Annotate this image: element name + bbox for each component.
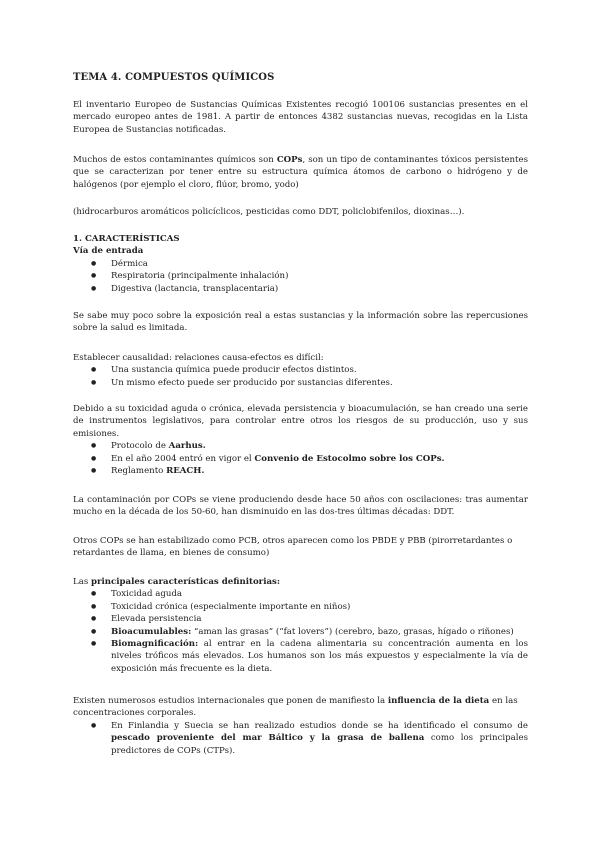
item-text: En el año 2004 entró en vigor el xyxy=(111,453,255,464)
causality-list xyxy=(73,364,528,389)
item-text: “aman las grasas” (“fat lovers”) (cerebro, bazo, grasas, hígado o riñones) xyxy=(191,626,514,637)
principal-intro-pre: Las xyxy=(73,577,91,587)
item-text: En Finlandia y Suecia se han realizado estudios donde se ha identificado el consumo de xyxy=(111,720,528,731)
list-item xyxy=(73,720,528,757)
others-paragraph: Otros COPs se han estabilizado como PCB, otros aparecen como los PBDE y PBB (pirorretardantes o retardantes de llama, en bienes de consumo) xyxy=(73,536,513,559)
entry-route-list xyxy=(73,258,528,295)
studies-text-post: en las concentraciones corporales. xyxy=(73,696,518,719)
list-item xyxy=(73,626,528,638)
item-text: al entrar en la cadena alimentaria su concentración aumenta en los niveles tróficos más elevados. Los humanos son los más expuestos y especialmente la vía de exposición más frecuente es la dieta. xyxy=(111,639,528,674)
studies-block xyxy=(73,695,528,757)
causality-block xyxy=(73,352,528,389)
section-subheading: Vía de entrada xyxy=(73,246,144,257)
examples-paragraph: (hidrocarburos aromáticos policíclicos, pesticidas como DDT, policlobifenilos, dioxinas…). xyxy=(73,207,465,217)
legislation-intro: Debido a su toxicidad aguda o crónica, elevada persistencia y bioacumulación, se han creado una serie de instrumentos legislativos, para controlar entre otros los riesgos de su producción, uso y sus emisiones. xyxy=(73,404,528,439)
list-item xyxy=(73,638,528,675)
item-text: Reglamento xyxy=(111,466,167,477)
item-text: Protocolo de xyxy=(111,441,169,452)
cops-term: COPs xyxy=(276,155,303,165)
cops-text-post: , son un tipo de contaminantes tóxicos persistentes que se caracterizan por tener entre su estructura química átomos de carbono o hidrógeno y de halógenos (por ejemplo el cloro, flúor, bromo, yodo) xyxy=(73,155,528,190)
studies-text-pre: Existen numerosos estudios internacionales que ponen de manifiesto la xyxy=(73,696,388,706)
item-bold: Aarhus. xyxy=(168,441,206,452)
page-title: TEMA 4. COMPUESTOS QUÍMICOS xyxy=(73,72,275,83)
list-item: ● Toxicidad aguda xyxy=(73,588,528,600)
cops-text-pre: Muchos de estos contaminantes químicos son xyxy=(73,155,277,165)
section-heading: 1. CARACTERÍSTICAS xyxy=(73,234,180,244)
list-item: ● Elevada persistencia xyxy=(73,613,528,625)
item-bold: pescado proveniente del mar Báltico y la grasa de ballena xyxy=(111,733,425,744)
list-item: ● Respiratoria (principalmente inhalación) xyxy=(73,270,528,282)
cops-paragraph xyxy=(73,154,528,191)
list-item: ● Digestiva (lactancia, transplacentaria) xyxy=(73,283,528,295)
list-item: ● Una sustancia química puede producir efectos distintos. xyxy=(73,364,528,376)
item-bold: REACH. xyxy=(166,466,205,477)
principal-intro xyxy=(73,576,528,588)
studies-bold: influencia de la dieta xyxy=(387,696,490,706)
intro-paragraph: El inventario Europeo de Sustancias Químicas Existentes recogió 100106 sustancias presentes en el mercado europeo antes de 1981. A partir de entonces 4382 sustancias nuevas, recogidas en la Lista Europea de Sustancias notificadas. xyxy=(73,100,528,135)
list-item: ● Dérmica xyxy=(73,258,528,270)
causality-intro: Establecer causalidad: relaciones causa-efectos es difícil: xyxy=(73,353,324,363)
studies-list xyxy=(73,720,528,757)
item-text: como los principales predictores de COPs (CTPs). xyxy=(111,733,528,756)
principal-intro-bold: principales características definitorias: xyxy=(90,577,281,587)
list-item xyxy=(73,465,528,477)
contamination-paragraph: La contaminación por COPs se viene produciendo desde hace 50 años con oscilaciones: tras aumentar mucho en la década de los 50-60, han disminuido en las dos-tres últimas décadas: DDT. xyxy=(73,495,528,518)
studies-intro xyxy=(73,695,528,720)
list-item xyxy=(73,440,528,452)
principal-block xyxy=(73,576,528,675)
list-item: ● Toxicidad crónica (especialmente importante en niños) xyxy=(73,601,528,613)
section-caracteristicas xyxy=(73,233,528,295)
principal-list xyxy=(73,588,528,675)
item-bold: Biomagnificación: xyxy=(111,639,199,650)
list-item xyxy=(73,453,528,465)
legislation-block xyxy=(73,403,528,477)
exposure-paragraph: Se sabe muy poco sobre la exposición real a estas sustancias y la información sobre las repercusiones sobre la salud es limitada. xyxy=(73,311,528,334)
list-item: ● Un mismo efecto puede ser producido por sustancias diferentes. xyxy=(73,377,528,389)
legislation-list xyxy=(73,440,528,477)
item-bold: Bioacumulables: xyxy=(111,626,192,637)
item-bold: Convenio de Estocolmo sobre los COPs. xyxy=(254,453,445,464)
